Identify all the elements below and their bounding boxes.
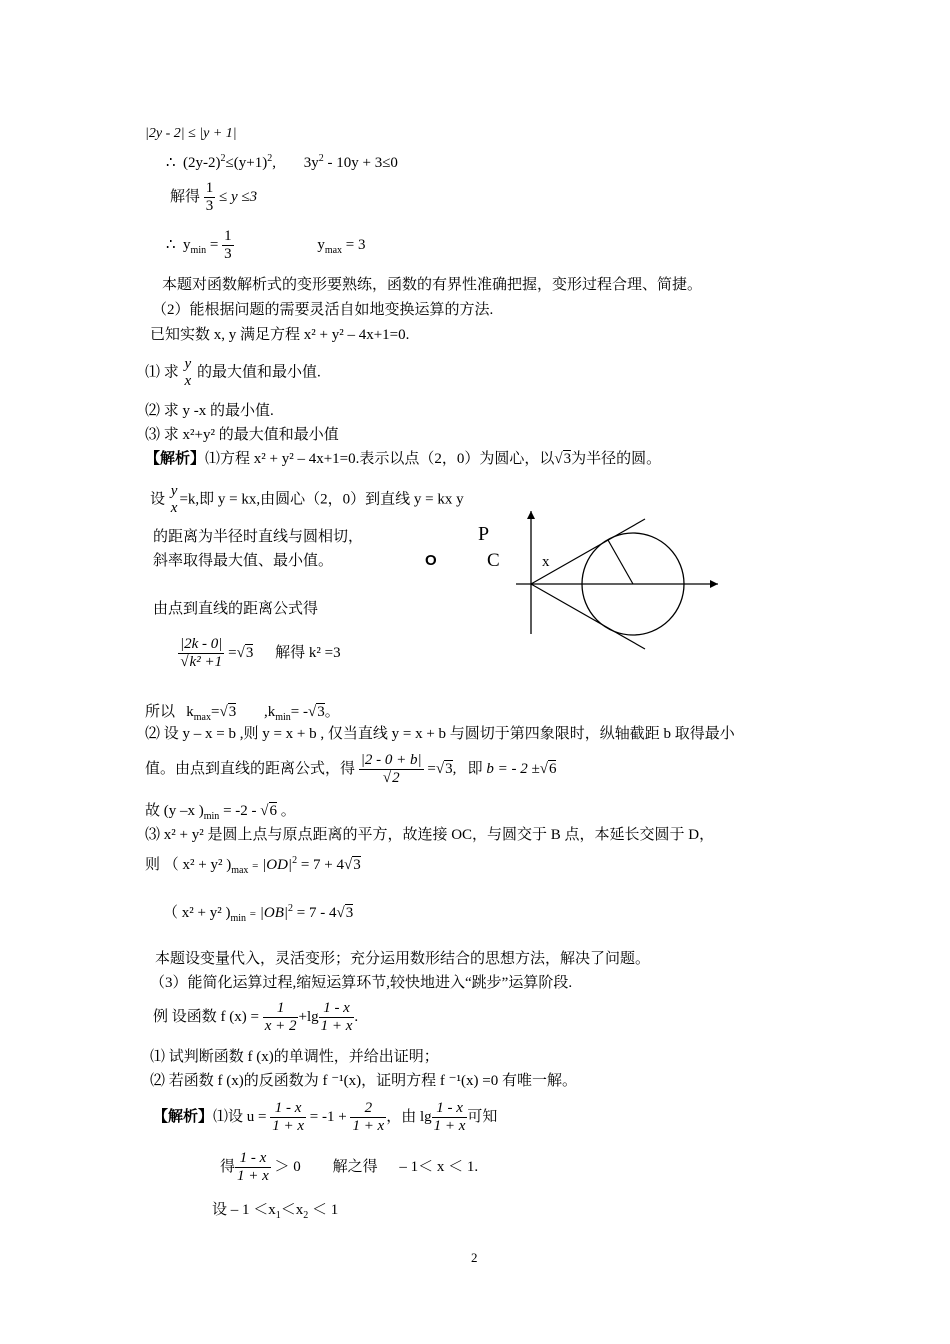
x-axis-arrow xyxy=(710,580,718,588)
tangent-lower xyxy=(531,584,645,649)
text: = -2 - xyxy=(223,803,257,819)
solve-label: 解得 xyxy=(170,189,201,206)
text: （ x² + y² ) xyxy=(163,905,231,921)
equals: = xyxy=(252,860,259,872)
set-text: =k,即 y = kx,由圆心（2，0）到直线 y = kx y xyxy=(179,491,464,508)
paragraph-remark-2: 本题设变量代入，灵活变形；充分运用数形结合的思想方法，解决了问题。 xyxy=(155,951,651,967)
text: ⑴设 u = xyxy=(213,1109,267,1126)
set-k xyxy=(150,483,464,518)
numerator: 2 xyxy=(350,1100,386,1118)
comma: , xyxy=(452,761,457,778)
equals: = - xyxy=(290,704,308,720)
text: 得 xyxy=(220,1159,236,1176)
part-2-result: 故 (y –x )$_{min} = -2 - √6$ 。 xyxy=(145,803,296,822)
value: = 3 xyxy=(345,237,366,254)
q-text: 的最大值和最小值. xyxy=(196,364,321,381)
denominator: 1 + x xyxy=(433,1118,466,1135)
subscript: min xyxy=(230,913,247,924)
fraction-log-arg xyxy=(235,1150,271,1186)
example-question-2: ⑵ 若函数 f (x)的反函数为 f ⁻¹(x)，证明方程 f ⁻¹(x) =0 有唯一解。 xyxy=(150,1073,577,1089)
denominator: 3 xyxy=(224,246,232,263)
sqrt-value: 6 xyxy=(548,761,557,778)
text: 设 – 1 ＜x xyxy=(212,1202,276,1218)
sqrt-value: 3 xyxy=(563,451,572,467)
text: 可知 xyxy=(467,1109,498,1126)
text: 值。由点到直线的距离公式，得 xyxy=(145,761,356,778)
denominator: 3 xyxy=(205,198,214,215)
lg: +lg xyxy=(298,1009,319,1026)
paragraph-section-3: （3）能简化运算过程,缩短运算环节,较快地进入“跳步”运算阶段. xyxy=(150,975,573,991)
problem-statement: 已知实数 x, y 满足方程 x² + y² – 4x+1=0. xyxy=(150,327,410,343)
numerator: 1 xyxy=(222,228,234,246)
denominator: x xyxy=(170,500,178,517)
label-C: C xyxy=(487,550,500,571)
ob-abs: |OB| xyxy=(259,905,288,921)
part-2-distance: 值。由点到直线的距离公式，得 $\frac{|2 - 0 + b|}{√2}$ =√3, 即 b = - 2 ±√6 xyxy=(145,752,557,787)
ie-label: 即 xyxy=(467,761,483,778)
exp: 2 xyxy=(267,153,273,164)
part-3-text: ⑶ x² + y² 是圆上点与原点距离的平方，故连接 OC，与圆交于 B 点，本延长交圆于 D， xyxy=(145,827,715,843)
sqrt-value: 3 xyxy=(353,857,361,873)
k-label: k xyxy=(186,704,194,720)
y-min-label: y xyxy=(183,237,191,254)
equals: = xyxy=(210,704,220,720)
text: 则 （ x² + y² ) xyxy=(145,857,232,873)
solution-range xyxy=(170,180,257,216)
od-abs: |OD| xyxy=(262,857,293,873)
solve-text: 解得 k² =3 xyxy=(275,645,341,662)
analysis-1: 【解析】⑴方程 x² + y² – 4x+1=0.表示以点（2，0）为圆心，以√3为半径的圆。 xyxy=(145,451,662,467)
example-question-1: ⑴ 试判断函数 f (x)的单调性，并给出证明； xyxy=(150,1049,439,1065)
expr-part: (2y-2) xyxy=(183,155,221,171)
k-extremes: 所以 $k_{max}=√3$ $,k_{min}= -√3$。 xyxy=(145,704,340,723)
sqrt-value: 3 xyxy=(317,704,325,720)
denominator: 1 + x xyxy=(237,1168,269,1185)
analysis-tag: 【解析】 xyxy=(153,1109,214,1126)
subscript: min xyxy=(190,245,207,257)
exp: 2 xyxy=(318,153,324,164)
part-3-min: （ x² + y² )$_{min} = |OB|^2 = 7 - 4√3$ xyxy=(163,903,354,924)
label-O: O xyxy=(425,552,437,569)
subscript: 2 xyxy=(303,1210,309,1221)
expr-part: 3y xyxy=(303,155,319,171)
fraction-y-over-x xyxy=(183,356,194,391)
exp: 2 xyxy=(287,903,293,914)
fraction-3 xyxy=(432,1100,468,1136)
text-slope: 斜率取得最大值、最小值。 xyxy=(153,553,334,569)
numerator: 1 - x xyxy=(270,1100,306,1118)
numerator: |2 - 0 + b| xyxy=(359,752,424,770)
fraction-distance-b: $\frac{|2 - 0 + b|}{√2}$ xyxy=(360,752,422,787)
fraction-2 xyxy=(350,1100,386,1136)
inequality-abs xyxy=(145,126,237,143)
equals: = xyxy=(249,908,256,920)
numerator: 1 - x xyxy=(235,1150,271,1168)
abs-inequality-text: |2y - 2| ≤ |y + 1| xyxy=(145,126,237,141)
label-P: P xyxy=(478,523,490,545)
text-tangent: 的距离为半径时直线与圆相切， xyxy=(153,529,364,545)
text: 故 (y –x ) xyxy=(145,803,204,819)
text-distance-formula: 由点到直线的距离公式得 xyxy=(153,601,319,617)
sqrt-value: 3 xyxy=(245,645,254,662)
b-result: b = - 2 ± xyxy=(486,761,540,778)
fraction-1-over-x2 xyxy=(263,1000,299,1036)
example-function xyxy=(153,1000,358,1036)
page-number: 2 xyxy=(471,1250,478,1265)
part-2-text: ⑵ 设 y – x = b ,则 y = x + b , 仅当直线 y = x + b 与圆切于第四象限时，纵轴截距 b 取得最小 xyxy=(145,726,735,742)
analysis-tag: 【解析】 xyxy=(145,451,206,467)
analysis-4 xyxy=(212,1201,338,1222)
equals: = xyxy=(228,645,237,662)
k-label: ,k xyxy=(263,704,276,720)
y-extremes xyxy=(166,228,366,264)
radius xyxy=(608,540,633,584)
numerator: |2k - 0| xyxy=(178,636,224,654)
text: ＞ 0 xyxy=(274,1159,301,1176)
therefore-symbol: ∴ xyxy=(166,155,176,171)
paragraph-section-2: （2）能根据问题的需要灵活自如地变换运算的方法. xyxy=(152,302,494,318)
denominator: 2 xyxy=(392,770,400,787)
numerator: 1 xyxy=(204,180,216,198)
subscript: max xyxy=(324,245,343,257)
question-2: ⑵ 求 y -x 的最小值. xyxy=(145,403,274,419)
therefore-symbol: ∴ xyxy=(166,237,176,254)
numerator: y xyxy=(170,483,178,499)
period: . xyxy=(354,1009,359,1026)
text: ＜ 1 xyxy=(312,1202,339,1218)
denominator: 1 + x xyxy=(352,1118,385,1135)
label-x: x xyxy=(542,554,550,570)
numerator: y xyxy=(184,356,192,372)
analysis-text: ⑴方程 x² + y² – 4x+1=0.表示以点（2，0）为圆心，以 xyxy=(205,451,555,467)
circle-tangent-diagram xyxy=(508,505,723,655)
subscript: min xyxy=(203,811,220,822)
text: 解之得 xyxy=(332,1159,378,1176)
subscript: max xyxy=(231,865,249,876)
numerator: 1 - x xyxy=(432,1100,468,1118)
numerator: 1 - x xyxy=(319,1000,355,1018)
text: ＜x xyxy=(280,1202,304,1218)
paragraph-remark-1: 本题对函数解析式的变形要熟练，函数的有界性准确把握，变形过程合理、简捷。 xyxy=(162,277,703,293)
fraction-y-over-x xyxy=(169,483,180,518)
denominator: 1 + x xyxy=(272,1118,305,1135)
expr-part: - 10y + 3≤0 xyxy=(327,155,398,171)
expr-part: ≤(y+1) xyxy=(225,155,268,171)
question-3: ⑶ 求 x²+y² 的最大值和最小值 xyxy=(145,427,339,443)
denominator: x + 2 xyxy=(264,1018,297,1035)
fraction-distance: $\frac{|2k - 0|}{\text{√k² +1}}$ xyxy=(180,636,223,671)
period: 。 xyxy=(280,803,296,819)
fraction-one-third xyxy=(222,228,234,264)
text: – 1＜ x ＜ 1. xyxy=(399,1159,479,1176)
q-label: ⑴ 求 xyxy=(145,364,179,381)
period: 。 xyxy=(324,704,340,720)
subscript: 1 xyxy=(275,1210,281,1221)
distance-equation-1: $\frac{|2k - 0|}{\text{√k² +1}}$ =√3 解得 k² =3 xyxy=(180,636,341,671)
denominator: 1 + x xyxy=(320,1018,353,1035)
denominator: k² +1 xyxy=(189,654,223,671)
denominator: x xyxy=(184,373,192,390)
part-3-max: 则 （ x² + y² )$_{max} = |OD|^2 = 7 + 4√3$ xyxy=(145,855,361,876)
value: = 7 + 4 xyxy=(300,857,344,873)
so-label: 所以 xyxy=(145,704,176,720)
subscript: max xyxy=(193,712,211,723)
fraction-u xyxy=(270,1100,306,1136)
analysis-text: 为半径的圆。 xyxy=(571,451,662,467)
numerator: 1 xyxy=(263,1000,299,1018)
y-max-label: y xyxy=(317,237,325,254)
fraction-log-arg xyxy=(319,1000,355,1036)
sqrt-value: 3 xyxy=(445,761,453,778)
text: = -1 + xyxy=(309,1109,347,1126)
value: = 7 - 4 xyxy=(296,905,337,921)
set-label: 设 xyxy=(150,491,166,508)
squared-inequality: ∴ $(2y-2)^2\le(y+1)^2$, $3y^2 - 10y + 3\le 0$ xyxy=(166,153,398,171)
range-text: ≤ y ≤3 xyxy=(219,189,258,206)
sqrt-value: 3 xyxy=(228,704,237,720)
text: 例 设函数 f (x) = xyxy=(153,1009,259,1026)
equals: = xyxy=(209,237,219,254)
exp: 2 xyxy=(292,855,298,866)
analysis-2 xyxy=(153,1100,497,1136)
equals: = xyxy=(427,761,436,778)
text: ，由 lg xyxy=(386,1109,432,1126)
analysis-3 xyxy=(220,1150,478,1186)
y-axis-arrow xyxy=(527,511,535,519)
sqrt-value: 3 xyxy=(345,905,354,921)
fraction-one-third xyxy=(204,180,216,216)
question-1 xyxy=(145,356,321,391)
sqrt-value: 6 xyxy=(269,803,277,819)
subscript: min xyxy=(275,712,291,723)
exp: 2 xyxy=(220,153,226,164)
